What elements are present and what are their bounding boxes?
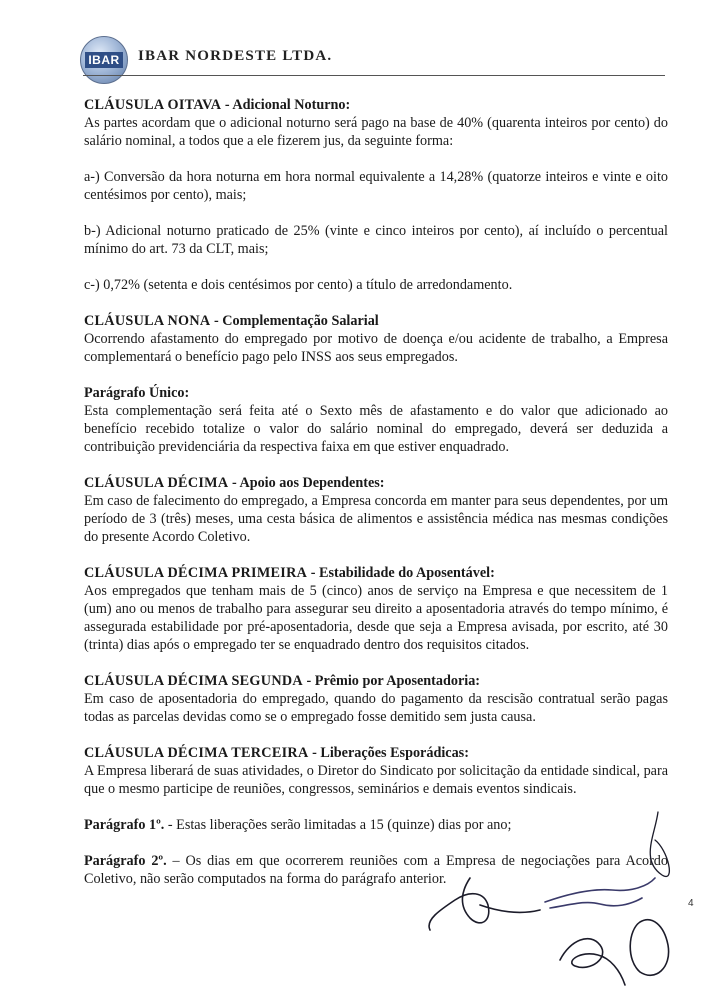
paragrafo-1 <box>84 816 668 834</box>
clause-heading <box>84 96 668 114</box>
paragrafo-2 <box>84 852 668 888</box>
paragrafo-2-label: Parágrafo 2º. <box>84 853 167 869</box>
clause-item-b: b-) Adicional noturno praticado de 25% (vinte e cinco inteiros por cento), aí incluído o percentual mínimo do art. 73 da CLT, mais; <box>84 223 668 257</box>
clause-title: - Prêmio por Aposentadoria: <box>302 673 481 689</box>
clause-paragraph: A Empresa liberará de suas atividades, o Diretor do Sindicato por solicitação da entidade sindical, para que o mesmo participe de reuniões, congressos, seminários e demais eventos sindicais. <box>84 763 668 797</box>
clause-item-c: c-) 0,72% (setenta e dois centésimos por cento) a título de arredondamento. <box>84 277 513 293</box>
clause-number: CLÁUSULA NONA <box>84 313 211 329</box>
clause-title: - Estabilidade do Aposentável: <box>307 565 495 581</box>
document-body <box>84 96 668 888</box>
paragrafo-unico-heading: Parágrafo Único: <box>84 385 190 401</box>
signature-mark <box>560 939 625 985</box>
clause-decima <box>84 474 668 546</box>
paragrafo-2-text: – Os dias em que ocorrerem reuniões com a Empresa de negociações para Acordo Coletivo, não serão computados na forma do parágrafo anterior. <box>84 853 668 887</box>
clause-title: - Complementação Salarial <box>210 313 379 329</box>
page-number: 4 <box>688 898 694 909</box>
clause-number: CLÁUSULA DÉCIMA TERCEIRA <box>84 745 309 761</box>
clause-title: - Liberações Esporádicas: <box>308 745 469 761</box>
signature-mark <box>630 920 668 976</box>
clause-heading <box>84 744 668 762</box>
clause-number: CLÁUSULA DÉCIMA <box>84 475 229 491</box>
clause-heading <box>84 672 668 690</box>
clause-title: - Apoio aos Dependentes: <box>228 475 385 491</box>
clause-heading <box>84 564 668 582</box>
clause-paragraph: Aos empregados que tenham mais de 5 (cinco) anos de serviço na Empresa e que necessitem de 1 (um) ano ou menos de trabalho para assegurar seu direito a aposentadoria através do tempo mínimo, é assegurada estabilidade por pré-aposentadoria, desde que seja a Empresa avisada, por escrito, até 30 (trinta) dias após o empregado ter se enquadrado dentro dos requisitos citados. <box>84 583 668 653</box>
letterhead <box>80 30 680 90</box>
clause-paragraph: Em caso de aposentadoria do empregado, quando do pagamento da rescisão contratual serão pagas todas as parcelas devidas como se o empregado fosse demitido sem justa causa. <box>84 691 668 725</box>
paragrafo-unico-text: Esta complementação será feita até o Sexto mês de afastamento e do valor que adicionado ao benefício recebido totalize o valor do salário nominal do empregado, deverá ser deduzida a contribuição previdenciária da respectiva faixa em que estiver enquadrado. <box>84 403 668 455</box>
company-name: IBAR NORDESTE LTDA. <box>138 48 333 64</box>
clause-decima-terceira <box>84 744 668 798</box>
clause-oitava <box>84 96 668 294</box>
clause-number: CLÁUSULA DÉCIMA SEGUNDA <box>84 673 303 689</box>
paragrafo-1-label: Parágrafo 1º. <box>84 817 165 833</box>
clause-heading <box>84 474 668 492</box>
clause-item-a: a-) Conversão da hora noturna em hora normal equivalente a 14,28% (quatorze inteiros e vinte e oito centésimos por cento), mais; <box>84 169 668 203</box>
header-divider <box>83 75 665 76</box>
clause-paragraph: Ocorrendo afastamento do empregado por motivo de doença e/ou acidente de trabalho, a Empresa complementará o benefício pago pelo INSS aos seus empregados. <box>84 331 668 365</box>
clause-decima-primeira <box>84 564 668 654</box>
paragrafo-1-text: - Estas liberações serão limitadas a 15 (quinze) dias por ano; <box>164 817 512 833</box>
clause-paragraph: Em caso de falecimento do empregado, a Empresa concorda em manter para seus dependentes, por um período de 3 (três) meses, uma cesta básica de alimentos e assistência médica nas mesmas condições do presente Acordo Coletivo. <box>84 493 668 545</box>
clause-number: CLÁUSULA OITAVA <box>84 97 222 113</box>
logo-text: IBAR <box>85 52 122 68</box>
clause-heading <box>84 312 668 330</box>
company-logo <box>80 36 128 84</box>
clause-number: CLÁUSULA DÉCIMA PRIMEIRA <box>84 565 308 581</box>
clause-decima-segunda <box>84 672 668 726</box>
clause-paragraph: As partes acordam que o adicional noturno será pago na base de 40% (quarenta inteiros por cento) do salário nominal, a todos que a ele fizerem jus, da seguinte forma: <box>84 115 668 149</box>
clause-title: - Adicional Noturno: <box>221 97 351 113</box>
clause-nona <box>84 312 668 456</box>
